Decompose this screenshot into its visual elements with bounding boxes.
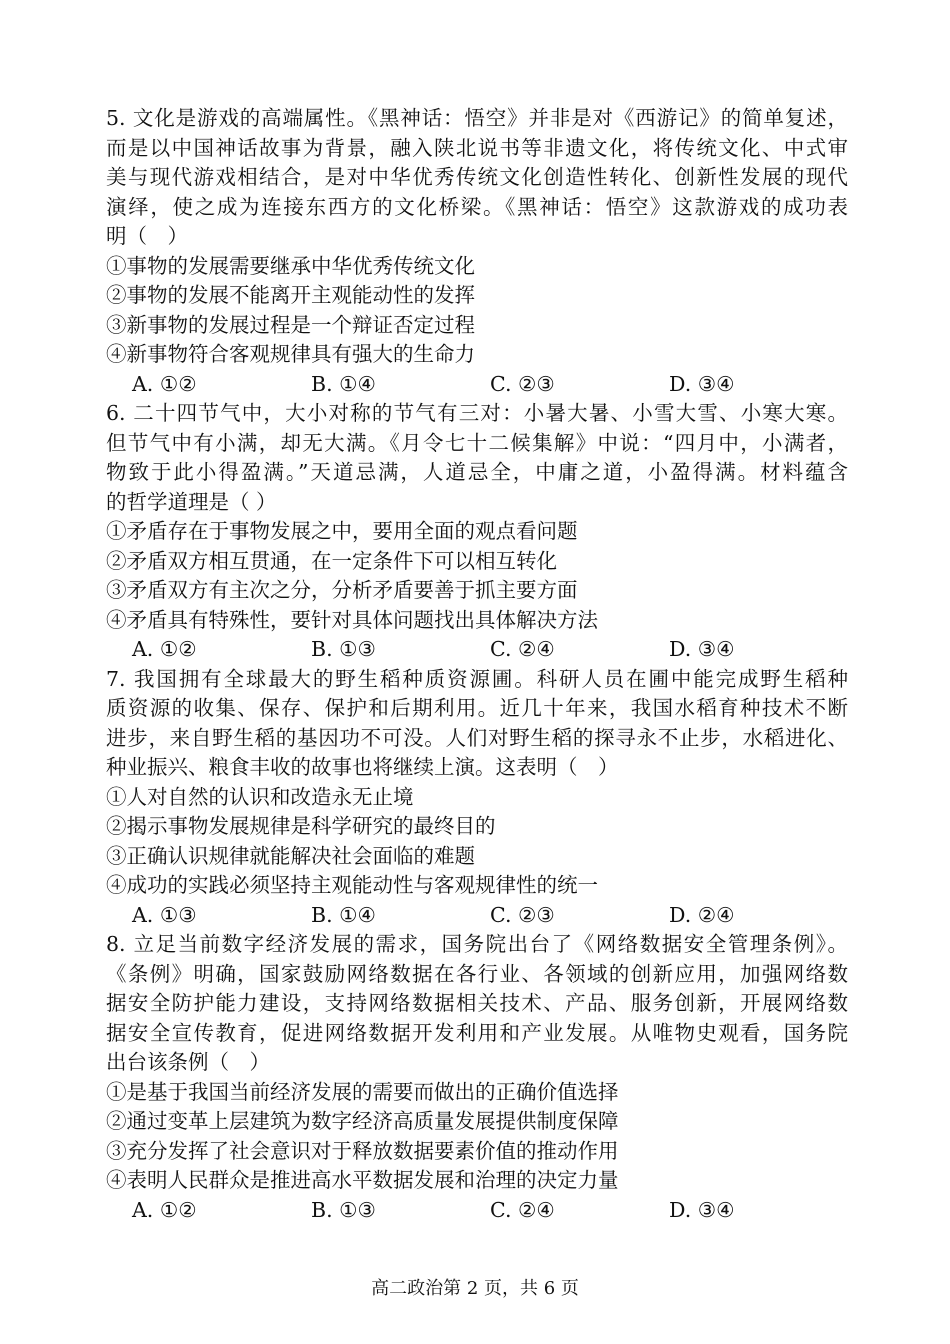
statement-item: ③充分发挥了社会意识对于释放数据要素价值的推动作用	[106, 1138, 619, 1163]
question-7	[106, 665, 848, 931]
answer-options	[106, 1196, 848, 1226]
option-c: C. ②④	[490, 1197, 555, 1222]
statement-item: ②通过变革上层建筑为数字经济高质量发展提供制度保障	[106, 1109, 619, 1133]
question-stem-line: 明（ ）	[106, 224, 188, 248]
option-a: A. ①②	[132, 1197, 197, 1222]
statement-item: ②矛盾双方相互贯通，在一定条件下可以相互转化	[106, 548, 557, 573]
question-stem-line: 5. 文化是游戏的高端属性。《黑神话：悟空》并非是对《西游记》的简单复述，	[106, 106, 848, 130]
question-stem-line: 7. 我国拥有全球最大的野生稻种质资源圃。科研人员在圃中能完成野生稻种	[106, 666, 848, 691]
option-a: A. ①②	[132, 637, 197, 661]
statement-item: ④表明人民群众是推进高水平数据发展和治理的决定力量	[106, 1168, 619, 1192]
question-stem-line: 美与现代游戏相结合，是对中华优秀传统文化创造性转化、创新性发展的现代	[106, 165, 848, 189]
question-stem-line: 出台该条例（ ）	[106, 1050, 270, 1074]
option-c: C. ②③	[490, 902, 555, 927]
option-d: D. ③④	[669, 1197, 735, 1222]
question-stem-line: 演绎，使之成为连接东西方的文化桥梁。《黑神话：悟空》这款游戏的成功表	[106, 194, 848, 219]
question-stem-line: 据安全防护能力建设，支持网络数据相关技术、产品、服务创新，开展网络数	[106, 991, 848, 1015]
question-stem-line: 进步，来自野生稻的基因功不可没。人们对野生稻的探寻永不止步，水稻进化、	[106, 725, 848, 750]
question-stem-line: 种业振兴、粮食丰收的故事也将继续上演。这表明（ ）	[106, 755, 619, 779]
option-d: D. ③④	[669, 371, 735, 396]
question-stem-line: 但节气中有小满，却无大满。《月令七十二候集解》中说：“四月中，小满者，	[106, 430, 848, 455]
question-stem-line: 8. 立足当前数字经济发展的需求，国务院出台了《网络数据安全管理条例》。	[106, 932, 848, 956]
question-stem-line: 物致于此小得盈满。”天道忌满，人道忌全，中庸之道，小盈得满。材料蕴含	[106, 460, 848, 484]
answer-options	[106, 370, 848, 400]
statement-item: ①事物的发展需要继承中华优秀传统文化	[106, 253, 475, 278]
option-d: D. ②④	[669, 902, 735, 927]
answer-options	[106, 635, 848, 665]
option-c: C. ②③	[490, 371, 555, 396]
exam-page	[106, 104, 848, 1225]
option-c: C. ②④	[490, 637, 555, 661]
question-stem-line: 质资源的收集、保存、保护和后期利用。近几十年来，我国水稻育种技术不断	[106, 696, 848, 720]
option-b: B. ①③	[311, 1197, 376, 1222]
option-a: A. ①③	[132, 902, 197, 927]
question-6	[106, 399, 848, 665]
statement-item: ③新事物的发展过程是一个辩证否定过程	[106, 312, 475, 337]
statement-item: ①人对自然的认识和改造永无止境	[106, 784, 414, 809]
statement-item: ③矛盾双方有主次之分，分析矛盾要善于抓主要方面	[106, 578, 578, 602]
page-footer: 高二政治第 2 页，共 6 页	[371, 1278, 579, 1299]
question-5	[106, 104, 848, 399]
statement-item: ②事物的发展不能离开主观能动性的发挥	[106, 283, 475, 307]
question-8	[106, 930, 848, 1225]
statement-item: ③正确认识规律就能解决社会面临的难题	[106, 843, 475, 868]
option-b: B. ①③	[311, 637, 376, 661]
statement-item: ④成功的实践必须坚持主观能动性与客观规律性的统一	[106, 873, 598, 897]
statement-item: ①是基于我国当前经济发展的需要而做出的正确价值选择	[106, 1079, 619, 1104]
option-a: A. ①②	[132, 371, 197, 396]
question-stem-line: 《条例》明确，国家鼓励网络数据在各行业、各领域的创新应用，加强网络数	[106, 961, 848, 986]
statement-item: ①矛盾存在于事物发展之中，要用全面的观点看问题	[106, 519, 578, 543]
question-stem-line: 6. 二十四节气中，大小对称的节气有三对：小暑大暑、小雪大雪、小寒大寒。	[106, 401, 848, 425]
question-stem-line: 据安全宣传教育，促进网络数据开发利用和产业发展。从唯物史观看，国务院	[106, 1020, 848, 1045]
option-d: D. ③④	[669, 637, 735, 661]
statement-item: ④新事物符合客观规律具有强大的生命力	[106, 342, 475, 366]
option-b: B. ①④	[311, 371, 376, 396]
option-b: B. ①④	[311, 902, 376, 927]
answer-options	[106, 901, 848, 931]
statement-item: ④矛盾具有特殊性，要针对具体问题找出具体解决方法	[106, 607, 598, 632]
question-stem-line: 的哲学道理是（ ）	[106, 489, 277, 514]
question-stem-line: 而是以中国神话故事为背景，融入陕北说书等非遗文化，将传统文化、中式审	[106, 135, 848, 160]
statement-item: ②揭示事物发展规律是科学研究的最终目的	[106, 814, 496, 838]
